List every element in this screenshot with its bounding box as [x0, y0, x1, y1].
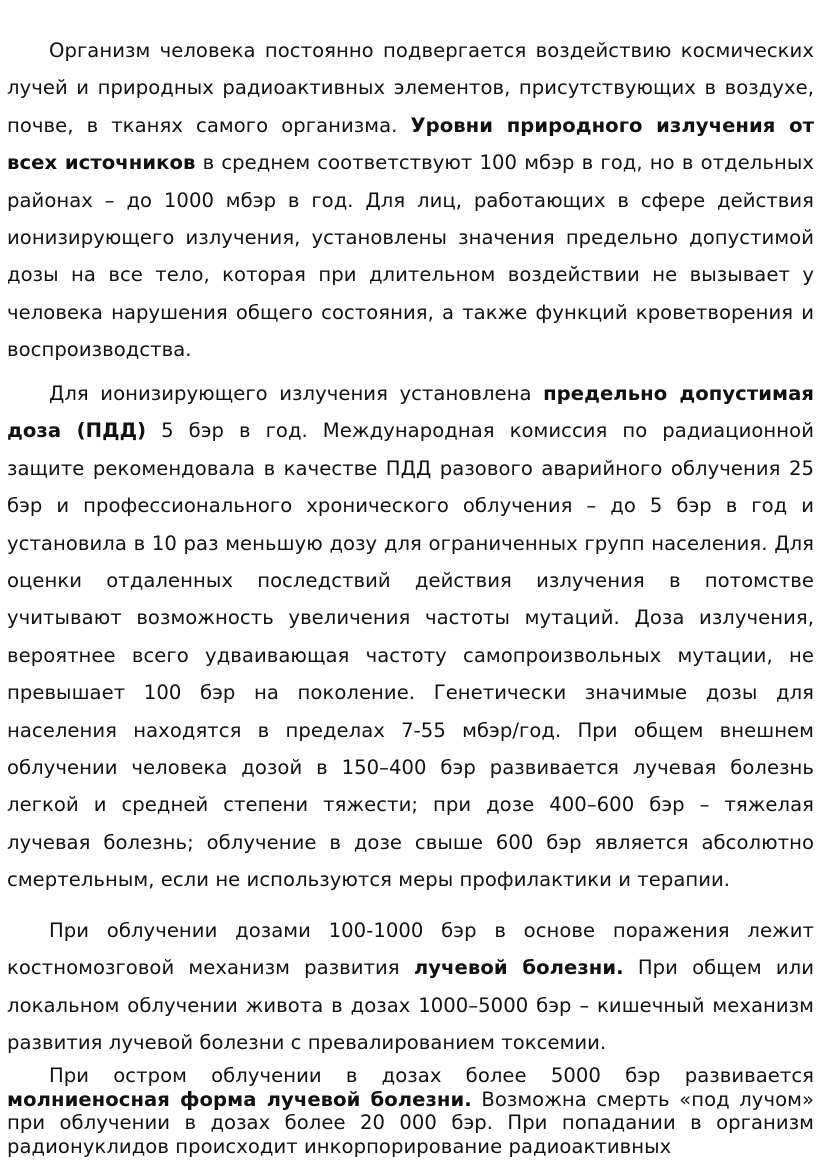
paragraph-text: Организм человека постоянно подвергается воздействию космических лучей и природных радиоактивных элементов, присутствующих в воздухе, почве, в тканях самого организма.	[7, 39, 814, 137]
bold-term-radiation-sickness: лучевой болезни.	[413, 956, 624, 980]
paragraph-text: Возможна смерть «под лучом» при облучении в дозах более 20 000 бэр. При попадании в организм радионуклидов происходит инкорпорирование радиоактивных	[7, 1087, 814, 1159]
paragraph-text: 5 бэр в год. Международная комиссия по радиационной защите рекомендовала в качестве ПДД разового аварийного облучения 25 бэр и профессионального хронического облучения – до 5 бэр в год и установила в 10 раз меньшую дозу для ограниченных групп населения. Для оценки отдаленных последствий действия излучения в потомстве учитывают возможность увеличения частоты мутаций. Доза излучения, вероятнее всего удваивающая частоту самопроизвольных мутации, не превышает 100 бэр на поколение. Генетически значимые дозы для населения находятся в пределах 7-55 мбэр/год. При общем внешнем облучении человека дозой в 150–400 бэр развивается лучевая болезнь легкой и средней степени тяжести; при дозе 400–600 бэр – тяжелая лучевая болезнь; облучение в дозе свыше 600 бэр является абсолютно смертельным, если не используются меры профилактики и терапии.	[7, 419, 814, 892]
paragraph-natural-radiation	[7, 32, 814, 369]
paragraph-bone-marrow-mechanism	[7, 912, 814, 1062]
paragraph-text: При общем или локальном облучении живота в дозах 1000–5000 бэр – кишечный механизм развития лучевой болезни с превалированием токсемии.	[7, 956, 814, 1055]
paragraph-fulminant-form	[7, 1064, 814, 1159]
paragraph-text: При остром облучении в дозах более 5000 бэр развивается	[49, 1064, 814, 1087]
paragraph-permissible-dose	[7, 375, 814, 899]
bold-term-fulminant-form: молниеносная форма лучевой болезни.	[7, 1087, 472, 1111]
bold-term-natural-radiation-levels: Уровни природного излучения от всех источников	[7, 113, 814, 175]
bold-term-max-permissible-dose: предельно допустимая доза (ПДД)	[7, 382, 814, 443]
paragraph-text: в среднем соответствуют 100 мбэр в год, но в отдельных районах – до 1000 мбэр в год. Для лиц, работающих в сфере действия ионизирующего излучения, установлены значения предельно допустимой дозы на все тело, которая при длительном воздействии не вызывает у человека нарушения общего состояния, а также функций кроветворения и воспроизводства.	[7, 151, 814, 362]
paragraph-text: Для ионизирующего излучения установлена	[49, 382, 544, 405]
paragraph-text: При облучении дозами 100-1000 бэр в основе поражения лежит костномозговой механизм развития	[7, 919, 814, 980]
